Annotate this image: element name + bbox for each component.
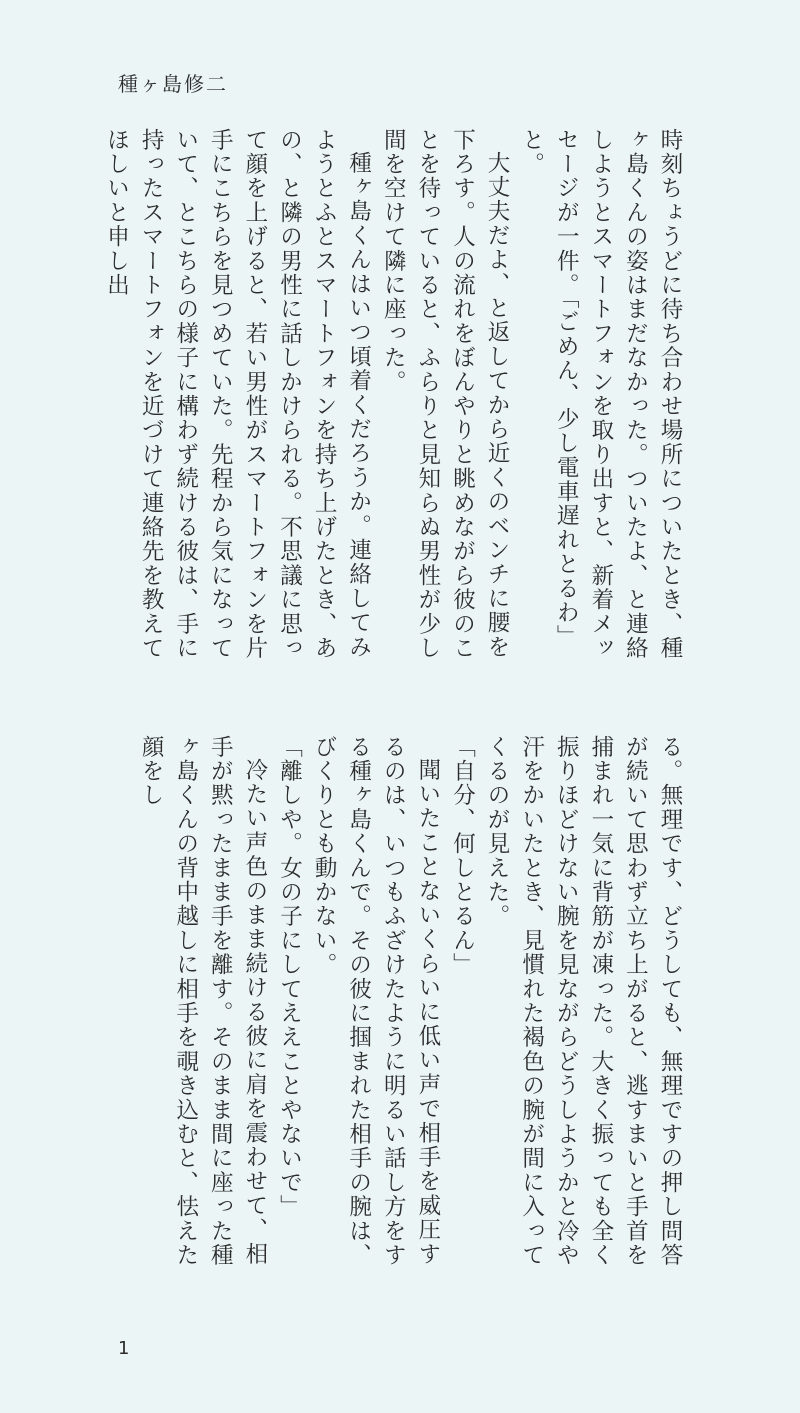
text-block-lower xyxy=(107,735,687,1275)
paragraph: 時刻ちょうどに待ち合わせ場所についたとき、種ヶ島くんの姿はまだなかった。ついたよ、と連絡しようとスマートフォンを取り出すと、新着メッセージが一件。「ごめん、少し電車遅れとるわ」と。 xyxy=(518,128,683,661)
paragraph: 聞いたことないくらいに低い声で相手を威圧するのは、いつもふざけたように明るい話し方をする種ヶ島くんで。その彼に掴まれた相手の腕は、びくりとも動かない。 xyxy=(311,735,441,1268)
page-number: 1 xyxy=(118,1338,130,1359)
dialogue: 「自分、何しとるん」 xyxy=(449,735,476,977)
paragraph: 冷たい声色のまま続ける彼に肩を震わせて、相手が黙ったまま手を離す。そのまま間に座った種ヶ島くんの背中越しに相手を覗き込むと、怯えた顔をし xyxy=(138,735,268,1268)
dialogue: 「離しや。女の子にしてええことやないで」 xyxy=(276,735,303,1219)
author-name: 種ヶ島修二 xyxy=(118,72,228,96)
paragraph: 大丈夫だよ、と返してから近くのベンチに腰を下ろす。人の流れをぼんやりと眺めながら彼のことを待っていると、ふらりと見知らぬ男性が少し間を空けて隣に座った。 xyxy=(380,128,511,661)
paragraph: 種ヶ島くんはいつ頃着くだろうか。連絡してみようとふとスマートフォンを持ち上げたとき、あの、と隣の男性に話しかけられる。不思議に思って顔を上げると、若い男性がスマートフォンを片手にこちらを見つめていた。先程から気になっていて、とこちらの様子に構わず続ける彼は、手に持ったスマートフォンを近づけて連絡先を教えてほしいと申し出 xyxy=(103,128,372,661)
text-block-upper xyxy=(103,128,687,668)
paragraph: る。無理です、どうしても、無理ですの押し問答が続いて思わず立ち上がると、逃すまいと手首を捕まれ一気に背筋が凍った。大きく振っても全く振りほどけない腕を見ながらどうしようかと冷や汗をかいたとき、見慣れた褐色の腕が間に入ってくるのが見えた。 xyxy=(484,735,683,1268)
